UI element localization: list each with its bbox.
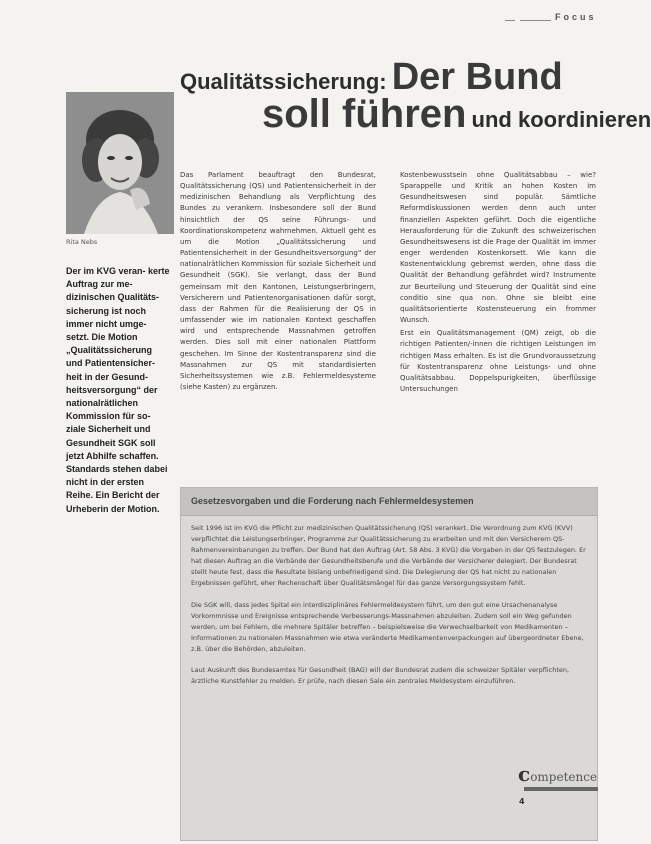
headline-main-2: soll führen (262, 92, 467, 136)
page-number: 4 (519, 797, 525, 806)
body-column-2 (400, 170, 596, 397)
body-paragraph: Das Parlament beauftragt den Bundesrat, Qualitätssicherung (QS) und Patientensicherheit in der medizinischen Behandlung als Verpflichtung des Bundes zu verankern. Insbesondere soll der Bund hinsichtlich der QS seine Führungs- und Koordinationskompetenz wahrnehmen. Aktuell geht es um die Motion „Qualitätssicherung und Patientensicherheit in der Gesundheitsversorgung“ der nationalrätlichen Kommission für soziale Sicherheit und Gesundheit (SGK). Sie verlangt, dass der Bund gemeinsam mit den Kantonen, Leistungserbringern, Versicherern und Patientenorganisationen dafür sorgt, dass der Rahmen für die Realisierung der QS in umfassender wie im nationalen Kontext geschaffen wird und entsprechende Massnahmen getroffen werden. Dies soll mit einer nationalen Plattform geschehen. Im Sinne der Kostentransparenz sind die Massnahmen zur QS mit standardisierten Sicherheitssystemen wie z.B. Fehlermeldesysteme (siehe Kasten) zu ergänzen. (180, 171, 376, 391)
headline-suffix: und koordinieren (471, 107, 651, 132)
logo-initial: c (518, 762, 531, 786)
section-kicker: Focus (551, 12, 601, 22)
headline-prefix: Qualitätssicherung: (180, 69, 387, 94)
headline-main-1: Der Bund (391, 56, 563, 98)
logo-wordmark: ompetence (530, 770, 598, 784)
info-box-paragraph: Die SGK will, dass jedes Spital ein interdisziplinäres Fehlermeldesystem führt, um den gut eine Ursachenanalyse Vorkommnisse und Ereignisse entsprechende Verbesserungs-Massnahmen abzuleiten. Zudem soll ein Weg gefunden werden, um bei Fehlern, die mehrere Spitäler betreffen – beispielsweise die Verwechselbarkeit von Medikamenten – Informationen zu nationalen Massnahmen wie etwa veränderte Medikamentenverpackungen auf übergeordneter Ebene, z.B. über die Behörden, abzuleiten. (191, 600, 584, 653)
lead-paragraph: Der im KVG veran- kerte Auftrag zur me- dizinischen Qualitäts- sicherung ist noch immer nicht umge- setzt. Die Motion „Qualitätssicherung und Patientensicher- heit in der Gesund- heitsversorgung“ der nationalrätlichen Kommission für so- ziale Sicherheit und Gesundheit SGK soll jetzt Abhilfe schaffen. Standards stehen dabei nicht in der ersten Reihe. Ein Bericht der Urheberin der Motion. (66, 266, 170, 514)
body-paragraph: Kostenbewusstsein ohne Qualitätsabbau – wie? Sparappelle und Kritik an hohen Kosten im Gesundheitswesen sind populär. Sämtliche Reformdiskussionen werden denn auch unter finanziellen Aspekten geführt. Doch die eigentliche Herausforderung für die Zukunft des schweizerischen Gesundheitswesens ist die Frage der Qualität im immer enger werdenden Kostenkorsett. Wie kann die Kostenentwicklung gebremst werden, ohne dass die Qualität der Behandlung gefährdet wird? Instrumente zur Beurteilung und Steuerung der Qualität sind eine conditio sine qua non. Ohne sie bleibt eine qualitätsorientierte Kostensteuerung ein frommer Wunsch. (400, 171, 596, 325)
body-column-1 (180, 170, 376, 395)
info-box-heading: Gesetzesvorgaben und die Forderung nach Fehlermeldesystemen (181, 488, 597, 516)
headline-line-2 (262, 92, 651, 137)
body-paragraph: Erst ein Qualitätsmanagement (QM) zeigt, ob die richtigen Patienten/-innen die richtigen Leistungen im richtigen Mass erhalten. Es ist die Grundvoraussetzung für Kostentransparenz ohne Leistungs- und ohne Qualitätsabbau. Doppelspurigkeiten, überflüssige Untersuchungen (400, 329, 596, 393)
info-box-paragraph: Laut Auskunft des Bundesamtes für Gesundheit (BAG) will der Bundesrat zudem die schweizer Spitäler verpflichten, ärztliche Kunstfehler zu melden. Er prüfe, nach diesen Sale ein zentrales Meldesystem einzuführen. (191, 666, 570, 686)
competence-logo (518, 762, 597, 786)
header-rule-left (505, 20, 515, 21)
portrait-illustration (66, 92, 174, 234)
logo-underline (524, 787, 598, 791)
portrait-caption: Rita Nebs (66, 238, 98, 246)
author-portrait (66, 92, 174, 234)
info-box-body (181, 516, 597, 687)
info-box-paragraph: Seit 1996 ist im KVG die Pflicht zur medizinischen Qualitätssicherung (QS) verankert. Die Verordnung zum KVG (KVV) verpflichtet die Leistungserbringer, Programme zur Qualitätssicherung zu erarbeiten und mit den Versicherern QS-Rahmenvereinbarungen zu treffen. Der Bund hat den Auftrag (Art. 58 Abs. 3 KVG) die Vorgaben in der QS festzulegen. Er hat diesen Auftrag an die Verbände der Gesundheitsberufe und die Verbände der Versicherer delegiert. Der Bundesrat stellt heute fest, dass die Resultate bislang unbefriedigend sind. Die Delegierung der QS hat nicht zu nationalen Ergebnissen geführt, eher Rechenschaft über Qualitätsmängel für das ganze Versorgungssystem fehlt. (191, 524, 586, 588)
